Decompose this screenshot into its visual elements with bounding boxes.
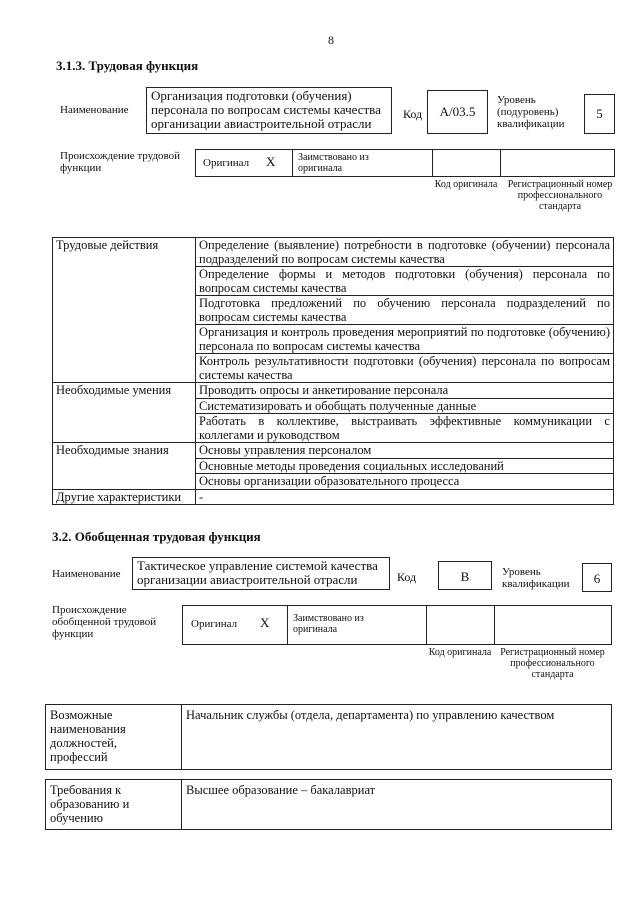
origin-label: Происхождение трудовой функции [60,150,181,174]
origin-row [182,605,612,645]
borrowed-label: Заимствовано из оригинала [293,613,364,635]
code-label: Код [397,570,417,584]
function-name-box [146,87,392,134]
borrowed-label: Заимствовано из оригинала [298,152,369,174]
divider [494,606,495,644]
table-cell: Работать в коллективе, выстраивать эффективные коммуникации с коллегами и руководством [196,414,614,443]
table-row [53,489,614,505]
table-cell: Подготовка предложений по обучению персонала подразделений по вопросам системы качества [196,296,614,325]
name-label: Наименование [52,568,121,580]
divider [292,150,293,176]
table-cell: Определение формы и методов подготовки (обучения) персонала по вопросам системы качества [196,267,614,296]
divider [287,606,288,644]
function-name-box [132,557,390,590]
table-label: Другие характеристики [53,489,196,505]
labor-function-table [52,237,614,505]
table-cell: Основные методы проведения социальных исследований [196,458,614,474]
table-cell: Проводить опросы и анкетирование персонала [196,383,614,399]
code-value: A/03.5 [439,104,476,119]
positions-label: Возможные наименования должностей, профессий [50,708,126,764]
level-box [584,94,615,134]
divider [432,150,433,176]
original-mark: X [266,154,276,169]
original-label: Оригинал [191,618,238,630]
level-label: Уровень квалификации [502,566,570,590]
section-heading: 3.2. Обобщенная трудовая функция [52,529,261,544]
section-heading: 3.1.3. Трудовая функция [56,58,199,73]
table-label: Трудовые действия [53,238,196,383]
code-box [438,561,492,590]
table-label: Необходимые умения [53,383,196,443]
reg-number-caption: Регистрационный номер профессионального стандарта [500,647,605,680]
function-name: Тактическое управление системой качества организации авиастроительной отрасли [137,558,378,587]
table-row [53,238,614,267]
table-cell: Организация и контроль проведения мероприятий по подготовке (обучению) персонала по вопросам системы качества [196,325,614,354]
table-cell: Основы управления персоналом [196,443,614,459]
code-original-caption: Код оригинала [428,647,492,658]
table-label: Необходимые знания [53,443,196,490]
name-label: Наименование [60,104,129,116]
page-number: 8 [328,33,334,47]
education-label: Требования к образованию и обучению [50,783,130,825]
table-cell: Систематизировать и обобщать полученные данные [196,398,614,414]
reg-number-caption: Регистрационный номер профессионального стандарта [507,179,613,212]
table-row [53,383,614,399]
level-label: Уровень (подуровень) квалификации [497,94,565,130]
function-name: Организация подготовки (обучения) персонала по вопросам системы качества организации авиастроительной отрасли [151,88,381,131]
original-mark: X [260,615,270,630]
code-value: B [460,569,470,584]
table-cell: Контроль результативности подготовки (обучения) персонала по вопросам системы качества [196,354,614,383]
original-label: Оригинал [203,157,250,169]
divider [426,606,427,644]
origin-row [195,149,615,177]
divider [500,150,501,176]
code-original-caption: Код оригинала [434,179,498,190]
education-value: Высшее образование – бакалавриат [186,783,376,797]
origin-label: Происхождение обобщенной трудовой функции [52,604,157,640]
positions-value: Начальник службы (отдела, департамента) по управлению качеством [186,708,555,722]
code-label: Код [403,107,423,121]
education-label-cell [45,779,182,830]
level-box [582,563,612,592]
level-value: 5 [596,106,603,121]
table-row [53,443,614,459]
positions-value-cell [181,704,612,770]
education-value-cell [181,779,612,830]
positions-label-cell [45,704,182,770]
code-box [427,90,488,134]
table-cell: - [196,489,614,505]
table-cell: Определение (выявление) потребности в подготовке (обучении) персонала подразделений по вопросам системы качества [196,238,614,267]
level-value: 6 [593,571,601,586]
table-cell: Основы организации образовательного процесса [196,474,614,490]
